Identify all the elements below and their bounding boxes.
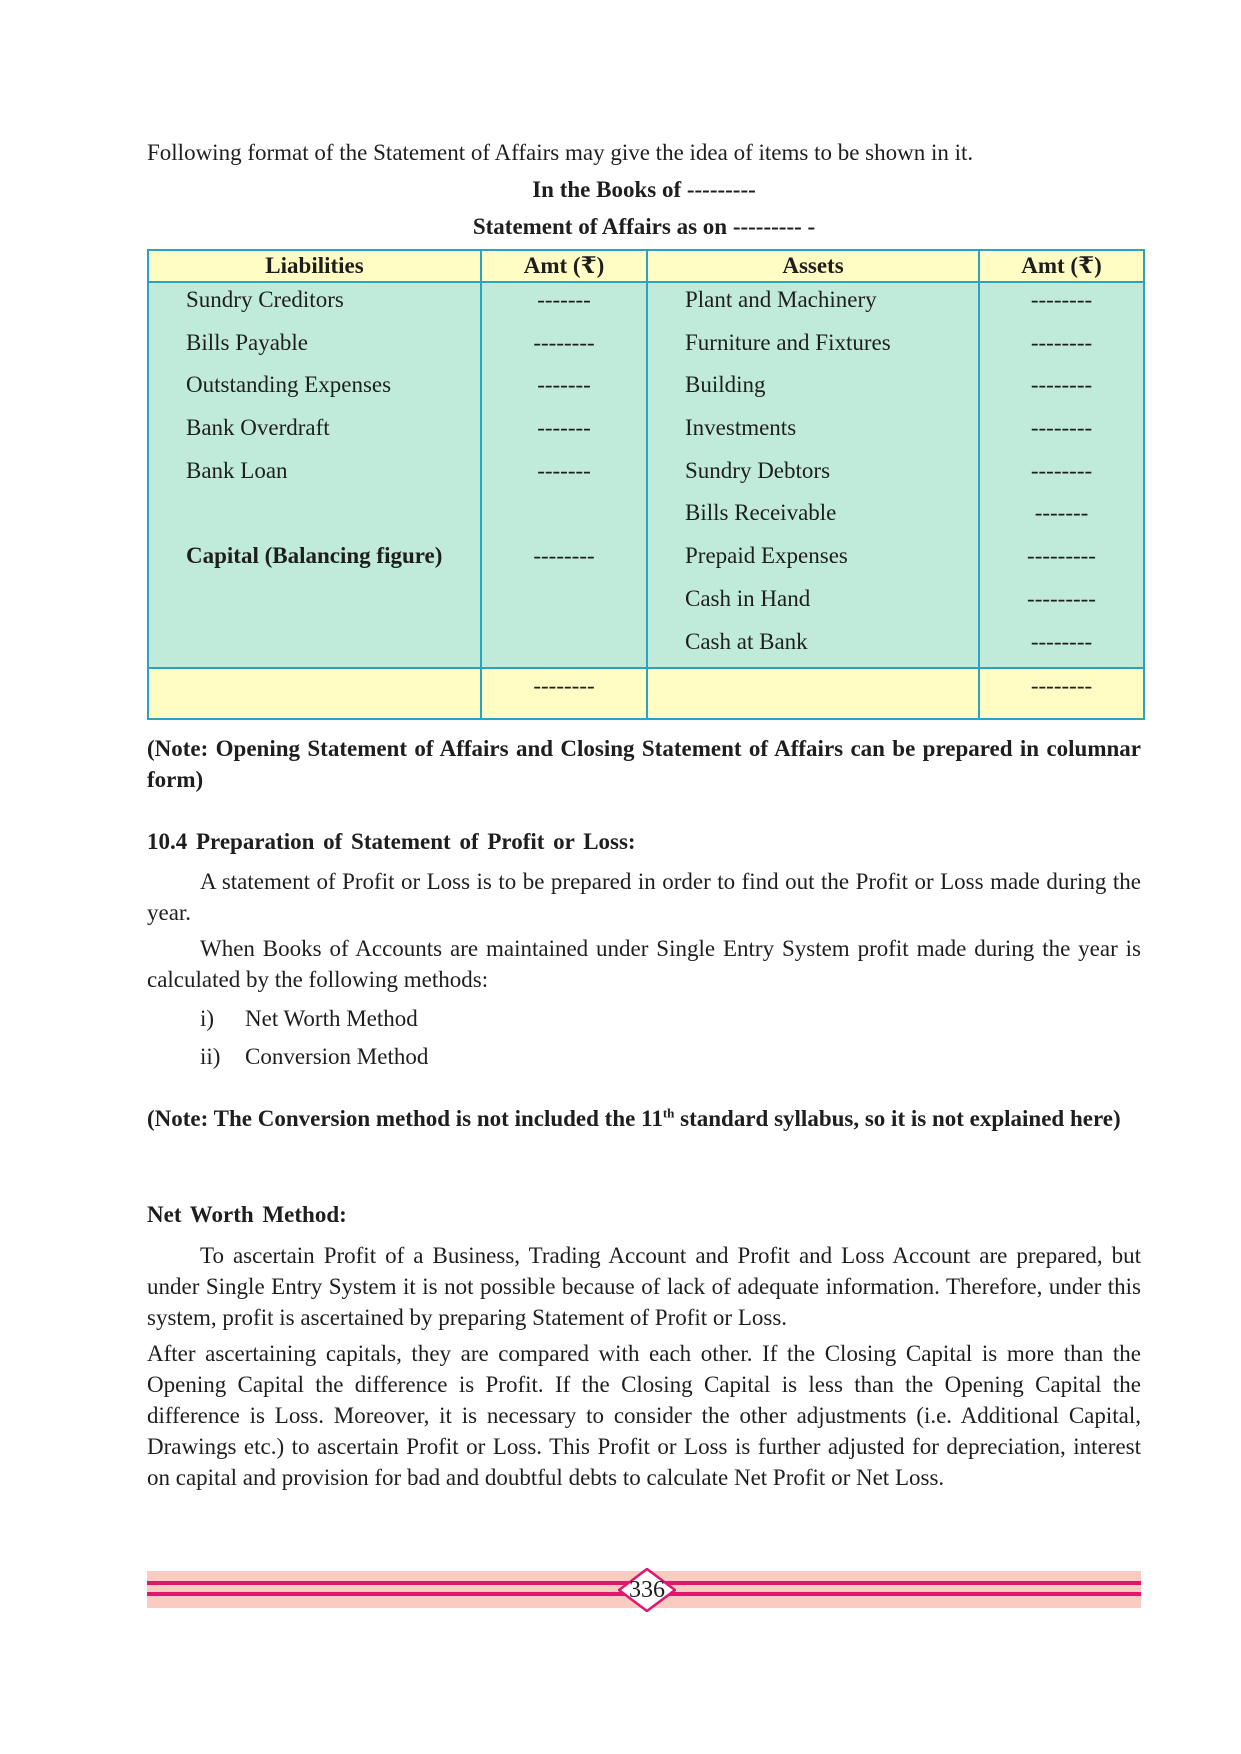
books-title: In the Books of --------- (532, 177, 756, 202)
asset-label: Prepaid Expenses (685, 543, 848, 569)
total-liabilities-label-cell (148, 668, 481, 719)
assets-cell (647, 282, 979, 668)
table-body-row (148, 282, 1144, 668)
section-heading: 10.4 Preparation of Statement of Profit or Loss: (147, 829, 636, 854)
page-footer (147, 1571, 1141, 1608)
asset-amount: --------- (1027, 543, 1096, 569)
list-item-text: Conversion Method (245, 1044, 429, 1069)
paragraph-statement-purpose: A statement of Profit or Loss is to be prepared in order to find out the Profit or Loss made during the year. (147, 869, 1141, 925)
list-item-text: Net Worth Method (245, 1006, 418, 1031)
asset-amount: -------- (1030, 287, 1093, 312)
header-liabilities-amount: Amt (₹) (481, 250, 647, 282)
header-liabilities: Liabilities (148, 250, 481, 282)
liability-label-capital: Capital (Balancing figure) (186, 543, 443, 569)
asset-label: Investments (685, 415, 797, 441)
header-assets: Assets (647, 250, 979, 282)
liability-amount: -------- (533, 329, 595, 355)
assets-amount-cell (979, 282, 1144, 668)
asset-amount: ------- (1034, 500, 1089, 526)
liability-amount: ------- (537, 415, 591, 441)
liability-amount-blank (482, 496, 646, 539)
liabilities-amount-cell (481, 282, 647, 668)
asset-amount: -------- (1030, 329, 1093, 355)
total-liabilities-amount: -------- (481, 668, 647, 719)
net-worth-heading: Net Worth Method: (147, 1202, 347, 1227)
methods-list (200, 1000, 428, 1076)
asset-label: Bills Receivable (685, 500, 837, 526)
paragraph-methods-intro: When Books of Accounts are maintained under Single Entry System profit made during the year is calculated by the following methods: (147, 936, 1141, 992)
list-item (200, 1000, 428, 1038)
asset-label: Plant and Machinery (685, 287, 877, 312)
note-conversion-method (147, 1103, 1141, 1134)
asset-amount: -------- (1030, 372, 1093, 398)
list-item-number: ii) (200, 1044, 221, 1069)
liability-amount: ------- (537, 372, 591, 398)
liability-label-blank (149, 496, 480, 539)
total-assets-label-cell (647, 668, 979, 719)
note2-text-after: standard syllabus, so it is not explained here) (674, 1106, 1121, 1131)
header-assets-amount: Amt (₹) (979, 250, 1144, 282)
asset-label: Cash at Bank (685, 628, 808, 654)
paragraph-capital-comparison: After ascertaining capitals, they are compared with each other. If the Closing Capital is more than the Opening Capital the difference is Profit. If the Closing Capital is less than the Opening Capital the difference is Loss. Moreover, it is necessary to consider the other adjustments (i.e. Additional Capital, Drawings etc.) to ascertain Profit or Loss. This Profit or Loss is further adjusted for depreciation, interest on capital and provision for bad and doubtful debts to calculate Net Profit or Net Loss. (147, 1341, 1141, 1490)
asset-amount: --------- (1027, 585, 1096, 611)
page-number: 336 (629, 1577, 665, 1603)
liability-label: Bank Overdraft (186, 415, 330, 441)
asset-label: Furniture and Fixtures (685, 329, 891, 355)
liability-label: Outstanding Expenses (186, 372, 392, 398)
liability-amount: ------- (537, 457, 591, 483)
asset-amount: -------- (1030, 457, 1093, 483)
list-item (200, 1038, 428, 1076)
liability-label: Sundry Creditors (186, 287, 344, 312)
liabilities-cell (148, 282, 481, 668)
liability-label: Bank Loan (186, 457, 288, 483)
table-header-row (148, 250, 1144, 282)
liability-amount: ------- (537, 287, 591, 312)
asset-label: Sundry Debtors (685, 457, 831, 483)
total-assets-amount: -------- (979, 668, 1144, 719)
table-total-row (148, 668, 1144, 719)
statement-title: Statement of Affairs as on --------- - (472, 214, 816, 239)
asset-label: Building (685, 372, 766, 398)
list-item-number: i) (200, 1006, 215, 1031)
liability-amount-capital: -------- (533, 543, 595, 569)
note2-text-before: (Note: The Conversion method is not included the 11 (147, 1106, 663, 1131)
asset-amount: -------- (1030, 415, 1093, 441)
asset-amount: -------- (1030, 628, 1093, 654)
paragraph-net-worth-intro: To ascertain Profit of a Business, Trading Account and Profit and Loss Account are prepared, but under Single Entry System it is not possible because of lack of adequate information. Therefore, under this system, profit is ascertained by preparing Statement of Profit or Loss. (147, 1243, 1141, 1330)
note-columnar-form: (Note: Opening Statement of Affairs and Closing Statement of Affairs can be prepared in columnar form) (147, 736, 1141, 792)
statement-of-affairs-table (147, 249, 1145, 720)
intro-text: Following format of the Statement of Affairs may give the idea of items to be shown in it. (147, 140, 974, 165)
note2-superscript: th (662, 1105, 675, 1121)
asset-label: Cash in Hand (685, 585, 811, 611)
liability-label: Bills Payable (186, 329, 309, 355)
